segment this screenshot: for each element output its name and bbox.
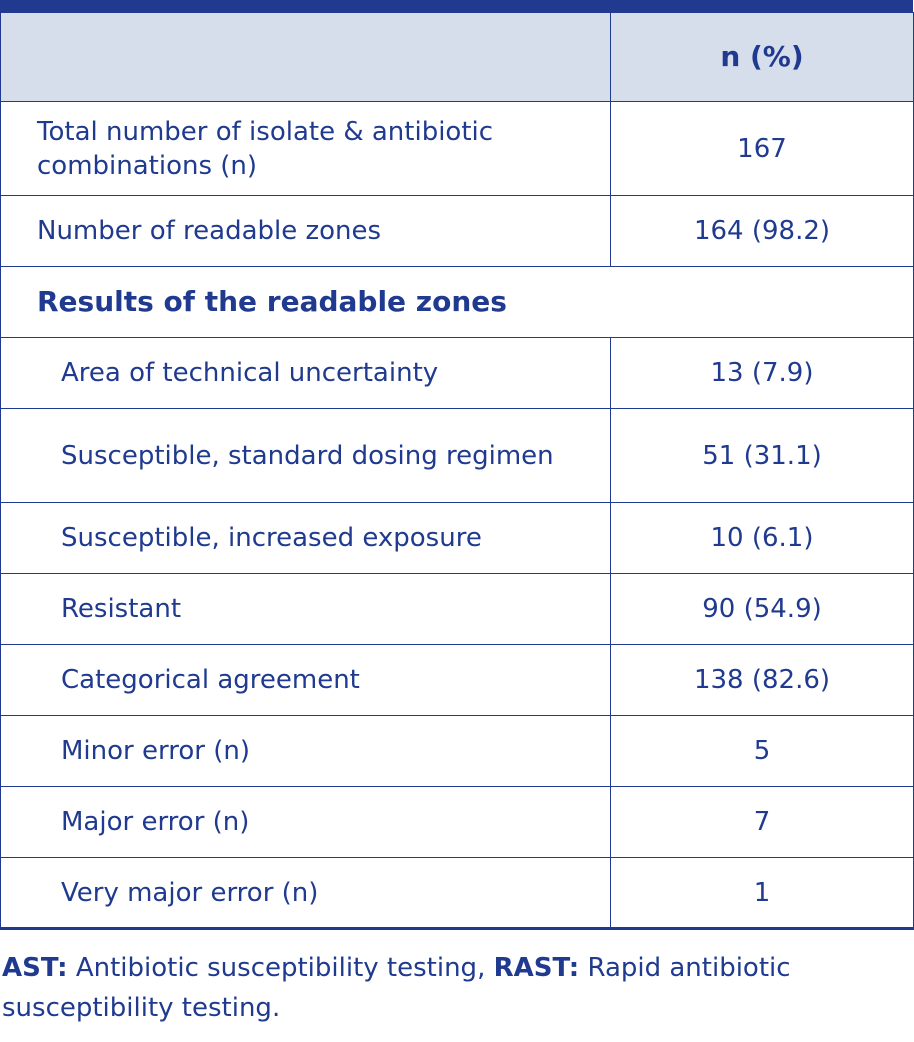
row-value: 167 [611,102,914,196]
row-label: Area of technical uncertainty [1,338,611,409]
table-footnote [2,948,902,1028]
top-rule [0,0,913,12]
row-value: 90 (54.9) [611,574,914,645]
table-row [1,787,914,858]
section-title: Results of the readable zones [1,267,914,338]
table-header-row [1,13,914,102]
results-table [0,12,914,930]
row-value: 5 [611,716,914,787]
table-row [1,645,914,716]
row-value: 138 (82.6) [611,645,914,716]
row-label: Total number of isolate & antibiotic combinations (n) [1,102,611,196]
table-row [1,503,914,574]
row-label: Resistant [1,574,611,645]
row-label: Number of readable zones [1,196,611,267]
table-row [1,409,914,503]
row-label: Very major error (n) [1,858,611,929]
row-value: 51 (31.1) [611,409,914,503]
row-label: Categorical agreement [1,645,611,716]
row-value: 1 [611,858,914,929]
table-row [1,716,914,787]
row-label: Susceptible, increased exposure [1,503,611,574]
footnote-def-rast: Rapid antibiotic susceptibility testing. [2,953,791,1023]
table-row [1,574,914,645]
row-value: 7 [611,787,914,858]
table-row [1,858,914,929]
row-label: Minor error (n) [1,716,611,787]
row-value: 164 (98.2) [611,196,914,267]
table-row [1,196,914,267]
table-row [1,102,914,196]
row-label: Susceptible, standard dosing regimen [1,409,611,503]
row-value: 10 (6.1) [611,503,914,574]
row-value: 13 (7.9) [611,338,914,409]
header-cell-n-percent: n (%) [611,13,914,102]
table-row [1,338,914,409]
section-header-row [1,267,914,338]
row-label: Major error (n) [1,787,611,858]
footnote-def-ast: Antibiotic susceptibility testing, [67,953,494,983]
footnote-abbr-ast: AST: [2,953,68,983]
footnote-abbr-rast: RAST: [493,953,580,983]
header-cell-empty [1,13,611,102]
